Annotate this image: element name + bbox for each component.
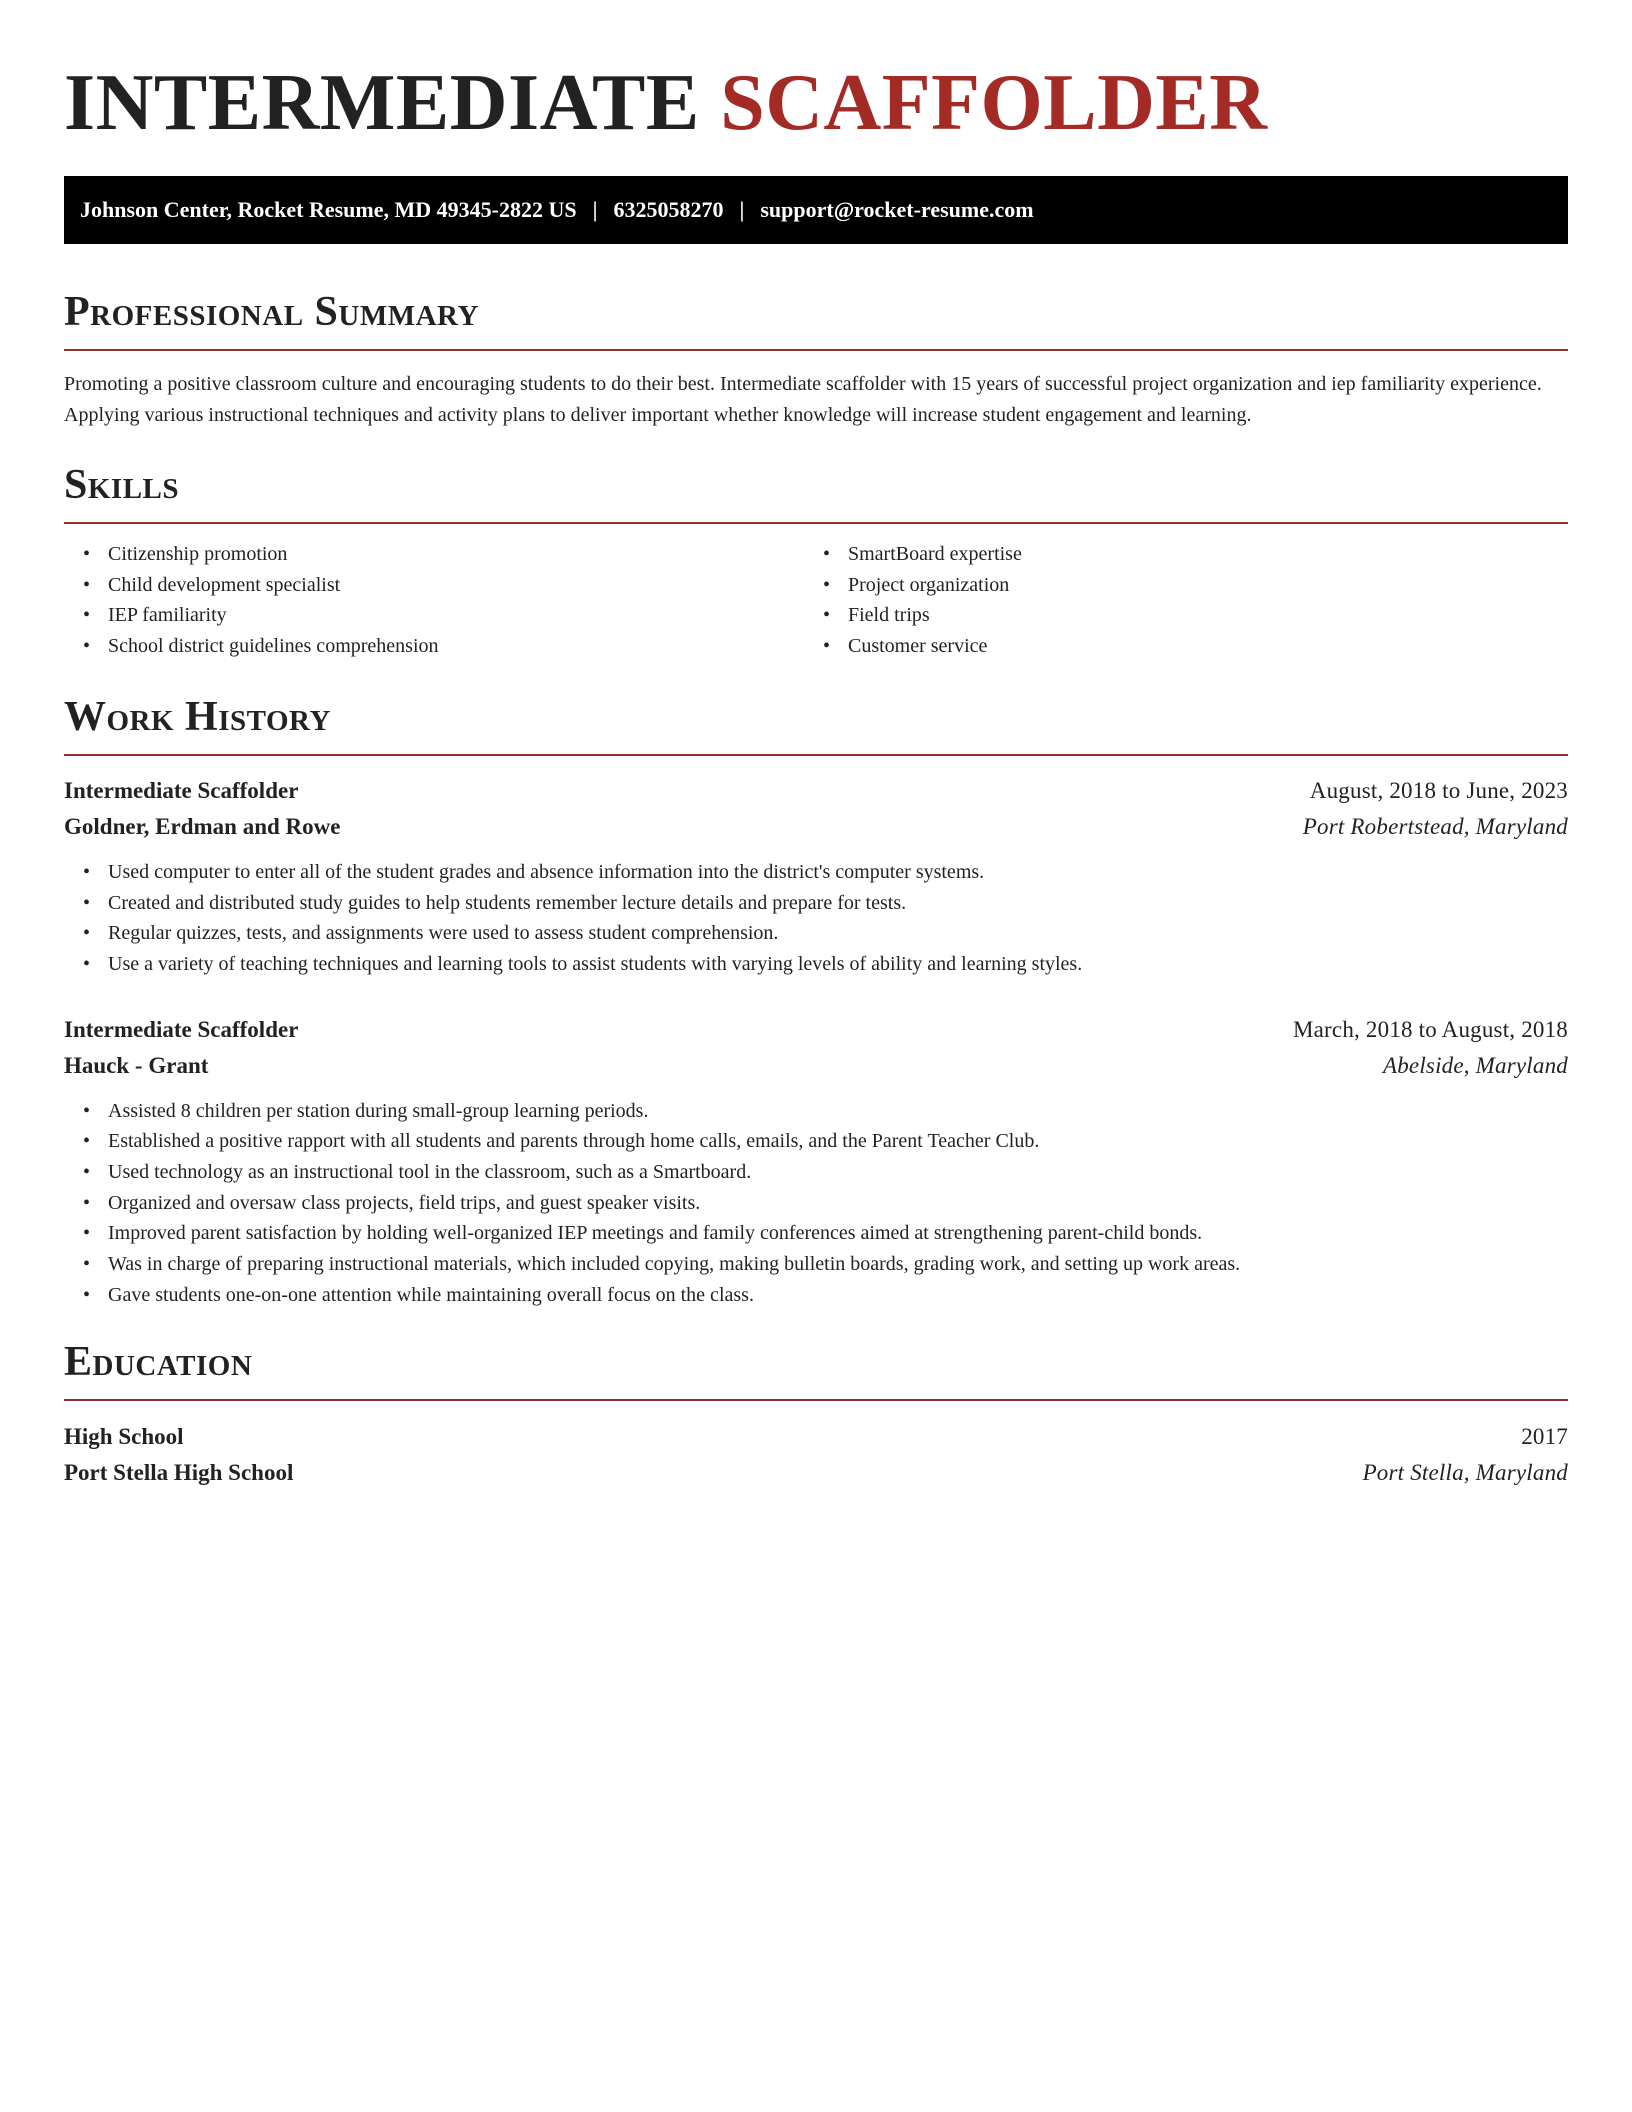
bullet-dot-icon: •: [83, 1222, 91, 1245]
bullet-dot-icon: •: [823, 543, 831, 565]
list-item-text: Use a variety of teaching techniques and learning tools to assist students with varying levels of ability and learning styles.: [108, 952, 1083, 975]
list-item: [64, 888, 1568, 919]
education-degree-row: [64, 1419, 1568, 1455]
contact-separator: |: [592, 197, 598, 222]
job-entry: [64, 773, 1568, 980]
bullet-dot-icon: •: [83, 1283, 91, 1306]
contact-address: Johnson Center, Rocket Resume, MD 49345-2822 US: [80, 197, 577, 222]
bullet-dot-icon: •: [83, 860, 91, 883]
name-first: INTERMEDIATE: [64, 59, 700, 147]
list-item-text: SmartBoard expertise: [848, 543, 1022, 565]
bullet-dot-icon: •: [823, 604, 831, 627]
list-item-text: Assisted 8 children per station during small-group learning periods.: [108, 1099, 649, 1122]
list-item: [64, 918, 1568, 949]
list-item: [64, 1188, 1568, 1219]
bullet-dot-icon: •: [83, 1253, 91, 1276]
education-degree: High School: [64, 1423, 184, 1449]
list-item: [64, 570, 804, 601]
bullet-dot-icon: •: [83, 604, 91, 627]
education-title: Education: [64, 1338, 253, 1385]
job-entry: [64, 1012, 1568, 1311]
list-item: [64, 1096, 1568, 1127]
summary-title: Professional Summary: [64, 289, 479, 335]
resume-page: [64, 58, 1568, 1491]
job-bullets: [64, 857, 1568, 980]
job-header-row: [64, 773, 1568, 809]
section-divider: [64, 349, 1568, 351]
list-item: [64, 1218, 1568, 1249]
education-location: Port Stella, Maryland: [1362, 1459, 1568, 1485]
list-item-text: Regular quizzes, tests, and assignments were used to assess student comprehension.: [108, 922, 779, 945]
job-title: Intermediate Scaffolder: [64, 1016, 299, 1042]
list-item: [64, 857, 1568, 888]
list-item: [64, 1280, 1568, 1311]
skills-grid: [64, 539, 1568, 662]
job-title: Intermediate Scaffolder: [64, 777, 299, 803]
list-item: [64, 631, 804, 662]
bullet-dot-icon: •: [83, 1099, 91, 1122]
job-bullets: [64, 1096, 1568, 1311]
work-history-section: [64, 692, 1568, 1311]
bullet-dot-icon: •: [83, 635, 91, 658]
skills-list-left: [64, 539, 804, 662]
list-item-text: Used technology as an instructional tool in the classroom, such as a Smartboard.: [108, 1161, 752, 1184]
education-section: [64, 1337, 1568, 1491]
section-divider: [64, 522, 1568, 524]
contact-separator: |: [739, 197, 745, 222]
summary-section: [64, 287, 1568, 430]
bullet-dot-icon: •: [83, 573, 91, 596]
job-location: Abelside, Maryland: [1382, 1052, 1568, 1078]
list-item: [64, 1126, 1568, 1157]
list-item-text: Citizenship promotion: [108, 543, 288, 565]
list-item: [64, 600, 804, 631]
section-divider: [64, 754, 1568, 756]
list-item-text: Child development specialist: [108, 573, 341, 596]
list-item-text: Created and distributed study guides to help students remember lecture details and prepare for tests.: [108, 891, 907, 914]
bullet-dot-icon: •: [83, 952, 91, 975]
section-divider: [64, 1399, 1568, 1401]
list-item-text: Field trips: [848, 604, 930, 627]
list-item-text: School district guidelines comprehension: [108, 635, 439, 658]
list-item-text: Established a positive rapport with all students and parents through home calls, emails, and the Parent Teacher Club.: [108, 1130, 1040, 1153]
bullet-dot-icon: •: [83, 1130, 91, 1153]
education-school-row: [64, 1455, 1568, 1491]
job-dates: March, 2018 to August, 2018: [1293, 1016, 1568, 1042]
skills-section: [64, 460, 1568, 662]
list-item-text: Organized and oversaw class projects, field trips, and guest speaker visits.: [108, 1191, 701, 1214]
list-item: [64, 1249, 1568, 1280]
list-item-text: Project organization: [848, 573, 1010, 596]
list-item: [64, 949, 1568, 980]
job-header-row: [64, 1012, 1568, 1048]
job-company-row: [64, 1048, 1568, 1084]
summary-text: Promoting a positive classroom culture and encouraging students to do their best. Intermediate scaffolder with 15 years of successful project organization and iep familiarity experience. Applying various instructional techniques and activity plans to deliver important whether knowledge will increase student engagement and learning.: [64, 373, 1542, 426]
skills-title: Skills: [64, 462, 180, 508]
list-item-text: Used computer to enter all of the student grades and absence information into the district's computer systems.: [108, 860, 985, 883]
education-school: Port Stella High School: [64, 1459, 294, 1485]
list-item-text: Was in charge of preparing instructional materials, which included copying, making bulletin boards, grading work, and setting up work areas.: [108, 1253, 1241, 1276]
list-item: [804, 600, 1544, 631]
skills-list-right: [804, 539, 1544, 662]
contact-phone[interactable]: 6325058270: [613, 197, 724, 222]
job-company: Hauck - Grant: [64, 1052, 209, 1078]
list-item: [804, 570, 1544, 601]
bullet-dot-icon: •: [823, 573, 831, 596]
work-history-title: Work History: [64, 693, 331, 740]
bullet-dot-icon: •: [823, 635, 831, 658]
list-item-text: Gave students one-on-one attention while maintaining overall focus on the class.: [108, 1283, 754, 1306]
contact-email[interactable]: support@rocket-resume.com: [760, 197, 1034, 222]
job-company-row: [64, 809, 1568, 845]
education-entry: [64, 1419, 1568, 1491]
contact-bar: [64, 176, 1568, 244]
list-item: [804, 539, 1544, 570]
list-item: [64, 1157, 1568, 1188]
bullet-dot-icon: •: [83, 891, 91, 914]
list-item-text: Customer service: [848, 635, 988, 658]
bullet-dot-icon: •: [83, 1191, 91, 1214]
bullet-dot-icon: •: [83, 543, 91, 565]
list-item: [64, 539, 804, 570]
bullet-dot-icon: •: [83, 922, 91, 945]
education-year: 2017: [1521, 1423, 1568, 1449]
list-item: [804, 631, 1544, 662]
list-item-text: IEP familiarity: [108, 604, 227, 627]
job-dates: August, 2018 to June, 2023: [1309, 777, 1568, 803]
job-location: Port Robertstead, Maryland: [1302, 813, 1568, 839]
name-heading: [64, 58, 1568, 148]
bullet-dot-icon: •: [83, 1161, 91, 1184]
name-last: SCAFFOLDER: [720, 59, 1268, 147]
job-company: Goldner, Erdman and Rowe: [64, 813, 341, 839]
list-item-text: Improved parent satisfaction by holding well-organized IEP meetings and family conferences aimed at strengthening parent-child bonds.: [108, 1222, 1203, 1245]
